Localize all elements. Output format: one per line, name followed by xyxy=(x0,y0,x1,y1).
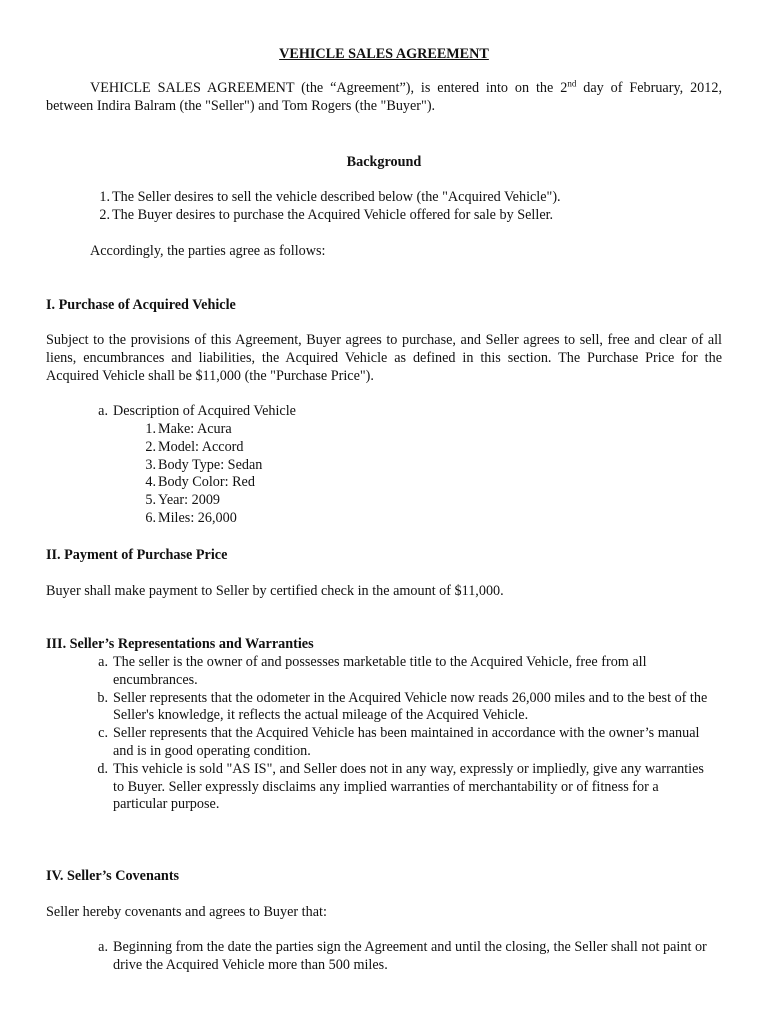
list-item xyxy=(136,457,436,475)
list-item xyxy=(90,725,710,761)
background-heading: Background xyxy=(346,154,422,170)
list-marker: d. xyxy=(97,760,108,777)
list-marker: a. xyxy=(98,654,108,670)
section-1-heading: I. Purchase of Acquired Vehicle xyxy=(46,297,236,313)
list-item xyxy=(136,492,436,510)
list-item xyxy=(136,510,436,528)
list-item-text: The seller is the owner of and possesses marketable title to the Acquired Vehicle, free from all encumbrances. xyxy=(113,654,647,688)
section-2-paragraph: Buyer shall make payment to Seller by certified check in the amount of $11,000. xyxy=(46,583,504,599)
list-item-text: Body Type: Sedan xyxy=(158,456,263,473)
section-4-heading: IV. Seller’s Covenants xyxy=(46,868,180,884)
list-marker: 2. xyxy=(99,206,110,223)
list-item-text: Year: 2009 xyxy=(158,492,221,509)
section-1-list xyxy=(90,403,710,421)
section-4-paragraph: Seller hereby covenants and agrees to Buyer that: xyxy=(46,904,327,920)
list-item xyxy=(90,189,710,207)
list-item xyxy=(90,207,710,225)
list-marker: 1. xyxy=(145,421,156,437)
list-marker: 3. xyxy=(145,456,156,473)
list-item xyxy=(136,421,436,439)
list-item-text: Beginning from the date the parties sign the Agreement and until the closing, the Seller shall not paint or drive the Acquired Vehicle more than 500 miles. xyxy=(113,939,707,973)
list-marker: 5. xyxy=(145,492,156,509)
intro-text-1: VEHICLE SALES AGREEMENT (the “Agreement”), is entered into on the 2 xyxy=(90,80,568,96)
intro-paragraph xyxy=(46,80,722,116)
intro-text-2: day of February, 2012, between Indira Balram (the "Seller") and Tom Rogers (the "Buyer"). xyxy=(46,80,722,114)
list-marker: 4. xyxy=(145,474,156,491)
list-item xyxy=(90,403,710,421)
list-marker: a. xyxy=(98,939,108,955)
list-item xyxy=(90,654,710,690)
section-3-list xyxy=(90,654,710,814)
list-item xyxy=(136,474,436,492)
list-item-text: Seller represents that the odometer in the Acquired Vehicle now reads 26,000 miles and to the best of the Seller's knowledge, it reflects the actual mileage of the Acquired Vehicle. xyxy=(113,689,708,724)
list-marker: c. xyxy=(98,725,108,742)
section-4-list xyxy=(90,939,710,975)
section-1-paragraph: Subject to the provisions of this Agreement, Buyer agrees to purchase, and Seller agrees to sell, free and clear of all liens, encumbrances and liabilities, the Acquired Vehicle as defined in this section. The Purchase Price for the Acquired Vehicle shall be $11,000 (the "Purchase Price"). xyxy=(46,332,722,384)
list-item-text: Miles: 26,000 xyxy=(158,509,237,526)
list-item-text: Model: Accord xyxy=(158,438,244,455)
list-marker: 2. xyxy=(145,438,156,455)
list-item xyxy=(90,761,710,814)
list-marker: 6. xyxy=(145,509,156,526)
list-item-text: Make: Acura xyxy=(158,421,232,437)
vehicle-details-list xyxy=(136,421,436,528)
list-item xyxy=(90,690,710,726)
background-list xyxy=(90,189,710,225)
list-marker: a. xyxy=(98,403,108,419)
list-item-text: The Buyer desires to purchase the Acquired Vehicle offered for sale by Seller. xyxy=(112,206,554,223)
intro-superscript: nd xyxy=(567,78,577,89)
list-item-text: Seller represents that the Acquired Vehicle has been maintained in accordance with the owner’s manual and is in good operating condition. xyxy=(113,725,700,759)
list-marker: b. xyxy=(97,689,108,706)
agreement-lead-in: Accordingly, the parties agree as follows: xyxy=(90,243,326,259)
section-2-heading: II. Payment of Purchase Price xyxy=(46,547,228,563)
list-item-text: Description of Acquired Vehicle xyxy=(113,403,296,419)
list-item-text: This vehicle is sold "AS IS", and Seller does not in any way, expressly or impliedly, give any warranties to Buyer. Seller expressly disclaims any implied warranties of merchantability or of fitness for a particular purpose. xyxy=(113,760,704,813)
document-title: VEHICLE SALES AGREEMENT xyxy=(279,46,489,62)
section-3-heading: III. Seller’s Representations and Warranties xyxy=(46,636,314,652)
list-marker: 1. xyxy=(99,189,110,205)
list-item-text: Body Color: Red xyxy=(158,474,255,491)
list-item xyxy=(136,439,436,457)
list-item xyxy=(90,939,710,975)
list-item-text: The Seller desires to sell the vehicle described below (the "Acquired Vehicle"). xyxy=(112,189,561,205)
